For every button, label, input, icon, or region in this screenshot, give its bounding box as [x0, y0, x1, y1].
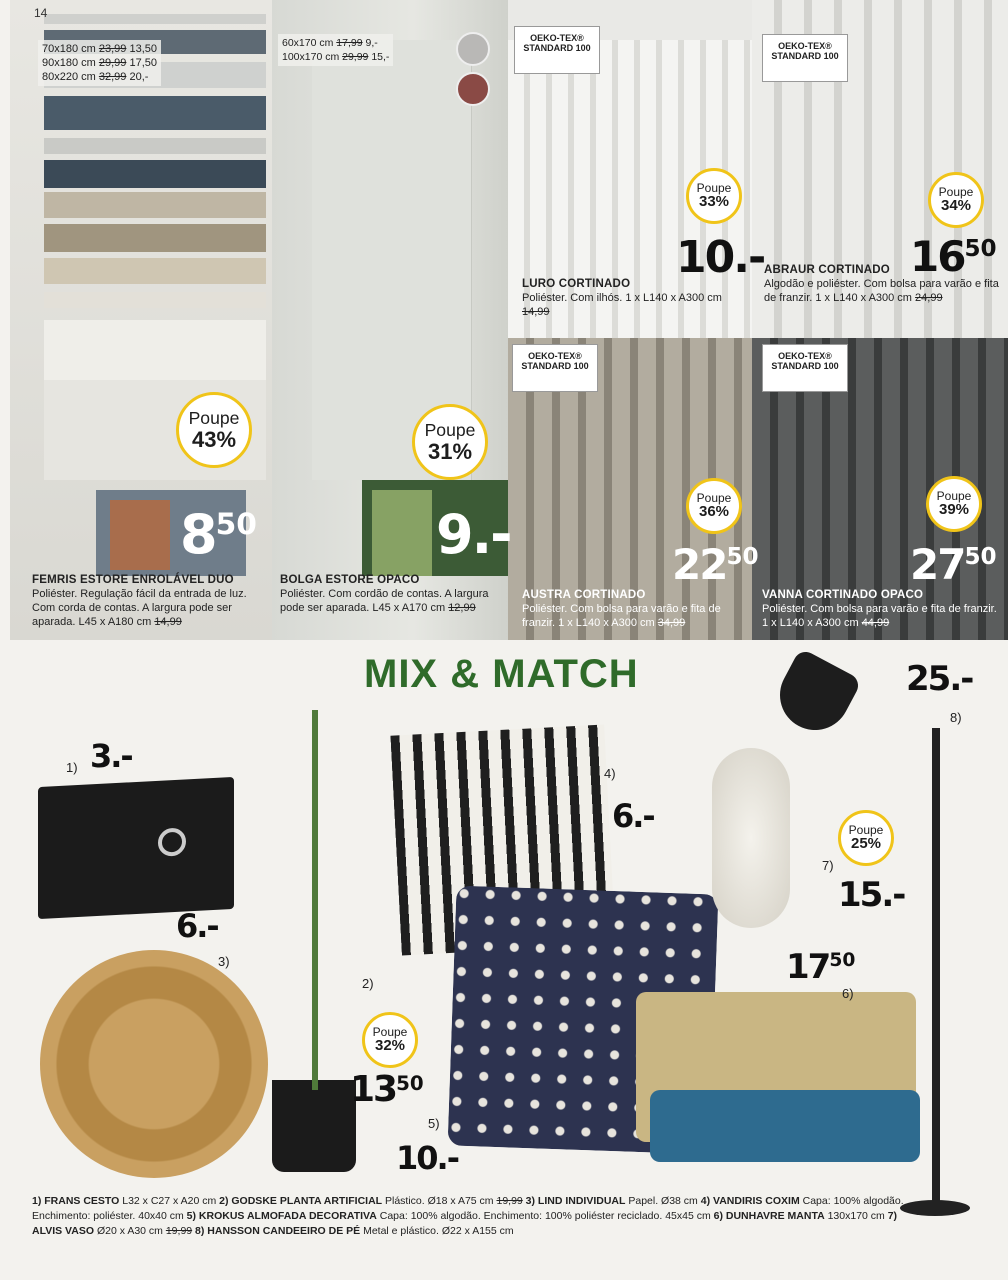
item-number: 6): [842, 986, 854, 1001]
floor-lamp-image: [932, 728, 940, 1208]
bolga-price: 9.-: [436, 503, 511, 566]
item2-discount-badge: Poupe 32%: [362, 1012, 418, 1068]
plant-pot-image: [272, 1080, 356, 1172]
item5-price: 10.-: [396, 1139, 458, 1177]
mix-match-title: MIX & MATCH: [364, 652, 639, 696]
oeko-tex-label: OEKO-TEX® STANDARD 100: [762, 344, 848, 392]
size-row: 80x220 cm 32,99 20,-: [42, 71, 149, 83]
abraur-description: ABRAUR CORTINADO Algodão e poliéster. Com bolsa para varão e fita de franzir. 1 x L140 x A300 cm 24,99: [764, 264, 999, 304]
item8-price: 25.-: [906, 659, 973, 699]
item3-price: 6.-: [176, 907, 218, 945]
luro-description: LURO CORTINADO Poliéster. Com ilhós. 1 x L140 x A300 cm 14,99: [522, 278, 722, 318]
bolga-size-table: [278, 34, 393, 66]
color-swatch-grey[interactable]: [456, 32, 490, 66]
item6-price: $17^{50}$: [786, 947, 856, 987]
size-row: 60x170 cm 17,99 9,-: [282, 37, 378, 49]
luro-price: 10.-: [676, 232, 765, 283]
color-swatch-red[interactable]: [456, 72, 490, 106]
abraur-discount-badge: Poupe 34%: [928, 172, 984, 228]
artificial-plant-image: [300, 710, 330, 1090]
item-number: 5): [428, 1116, 440, 1131]
white-vase-image: [712, 748, 790, 928]
oeko-tex-label: OEKO-TEX® STANDARD 100: [512, 344, 598, 392]
austra-discount-badge: Poupe 36%: [686, 478, 742, 534]
oeko-tex-label: OEKO-TEX® STANDARD 100: [762, 34, 848, 82]
item-number: 2): [362, 976, 374, 991]
blue-blanket-image: [650, 1090, 920, 1162]
item-number: 4): [604, 766, 616, 781]
round-placemat-image: [40, 950, 268, 1178]
femris-size-table: [38, 40, 161, 86]
size-row: 90x180 cm 29,99 17,50: [42, 57, 157, 69]
size-row: 70x180 cm 23,99 13,50: [42, 43, 157, 55]
item4-price: 6.-: [612, 797, 654, 835]
product-footer-text: 1) FRANS CESTO L32 x C27 x A20 cm 2) GODSKE PLANTA ARTIFICIAL Plástico. Ø18 x A75 cm 19,99 3) LIND INDIVIDUAL Papel. Ø38 cm 4) VANDIRIS COXIM Capa: 100% algodão. Enchimento: poliéster. 40x40 cm 5) KROKUS ALMOFADA DECORATIVA Capa: 100% algodão. Enchimento: 100% poliéster reciclado. 45x45 cm 6) DUNHAVRE MANTA 130x170 cm 7) ALVIS VASO Ø20 x A30 cm 19,99 8) HANSSON CANDEEIRO DE PÉ Metal e plástico. Ø22 x A155 cm: [32, 1195, 904, 1237]
luro-discount-badge: Poupe 33%: [686, 168, 742, 224]
item7-discount-badge: Poupe 25%: [838, 810, 894, 866]
femris-price: $8^{50}$: [180, 503, 257, 566]
item1-price: 3.-: [90, 737, 132, 775]
item-number: 3): [218, 954, 230, 969]
vanna-description: VANNA CORTINADO OPACO Poliéster. Com bolsa para varão e fita de franzir. 1 x L140 x A300 cm 44,99: [762, 589, 997, 629]
storage-box-image: [38, 777, 234, 919]
austra-price: $22^{50}$: [672, 540, 759, 589]
vanna-price: $27^{50}$: [910, 540, 997, 589]
item7-price: 15.-: [838, 875, 905, 915]
femris-description: FEMRIS ESTORE ENROLÁVEL DUO Poliéster. Regulação fácil da entrada de luz. Com corda de contas. A largura pode ser aparada. L45 x A180 cm 14,99: [32, 574, 247, 628]
item2-price: $13^{50}$: [350, 1069, 424, 1110]
size-row: 100x170 cm 29,99 15,-: [282, 51, 390, 63]
item-number: 7): [822, 858, 834, 873]
bolga-description: BOLGA ESTORE OPACO Poliéster. Com cordão de contas. A largura pode ser aparada. L45 x A170 cm 12,99: [280, 574, 489, 614]
austra-description: AUSTRA CORTINADO Poliéster. Com bolsa para varão e fita de franzir. 1 x L140 x A300 cm 34,99: [522, 589, 721, 629]
oeko-tex-label: OEKO-TEX® STANDARD 100: [514, 26, 600, 74]
abraur-price: $16^{50}$: [910, 232, 997, 281]
page-number: 14: [34, 6, 48, 20]
bolga-discount-badge: Poupe 31%: [412, 404, 488, 480]
item-number: 8): [950, 710, 962, 725]
lamp-head-image: [768, 648, 863, 743]
item-number: 1): [66, 760, 78, 775]
vanna-discount-badge: Poupe 39%: [926, 476, 982, 532]
femris-discount-badge: Poupe 43%: [176, 392, 252, 468]
